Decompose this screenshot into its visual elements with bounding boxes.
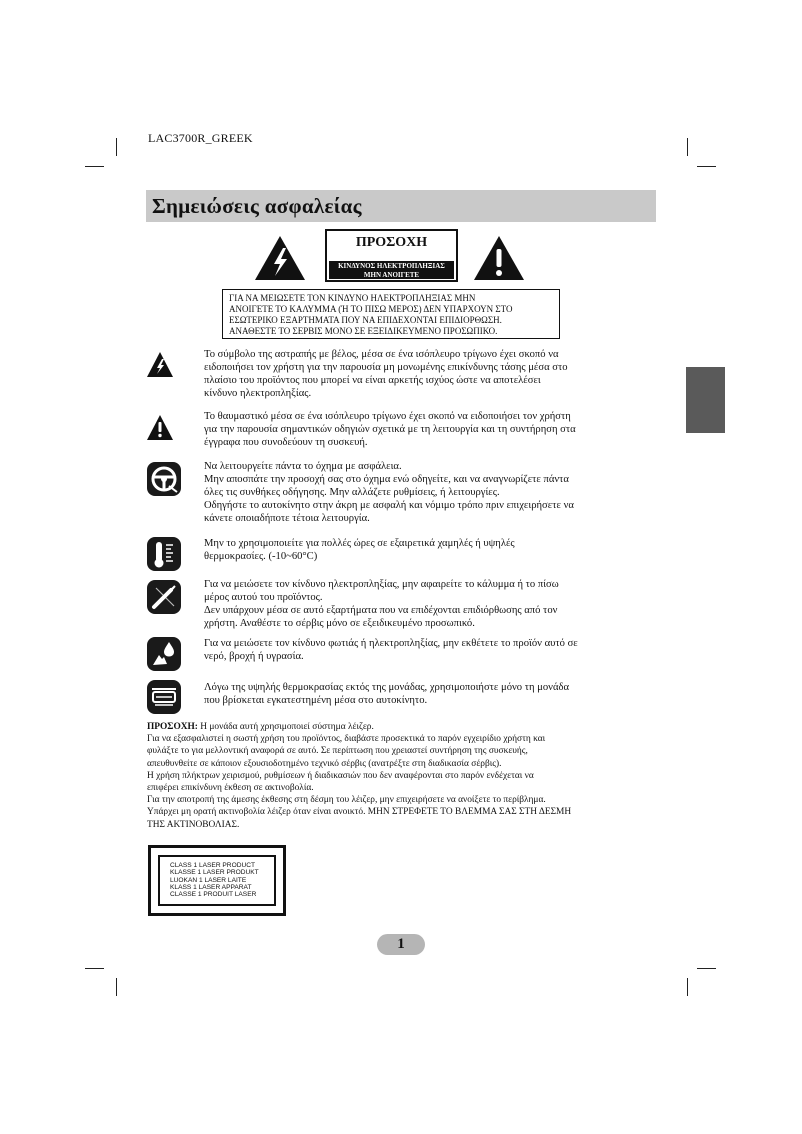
caution-first-line: Η μονάδα αυτή χρησιμοποιεί σύστημα λέιζερ. (197, 722, 374, 732)
text-line: χρήστη. Αναθέστε το σέρβις μόνο σε εξειδικευμένο προσωπικό. (204, 618, 475, 629)
item-text-exclamation (204, 410, 576, 449)
text-line: πλαίσιο του προϊόντος που μπορεί να είναι αρκετής ισχύος ώστε να αποτελέσει (204, 375, 541, 386)
page-title: Σημειώσεις ασφαλείας (152, 194, 362, 218)
item-text-installed (204, 681, 569, 707)
text-line: Για την αποτροπή της άμεσης έκθεσης στη δέσμη του λέιζερ, μην επιχειρήσετε να ανοίξετε το περίβλημα. (147, 795, 546, 806)
item-text-water (204, 637, 578, 663)
text-line: Για να μειώσετε τον κίνδυνο φωτιάς ή ηλεκτροπληξίας, μην εκθέτετε το προϊόν αυτό σε (204, 638, 578, 649)
text-line: Μην το χρησιμοποιείτε για πολλές ώρες σε εξαιρετικά χαμηλές ή υψηλές (204, 538, 515, 549)
text-line (147, 721, 571, 733)
text-line: Το σύμβολο της αστραπής με βέλος, μέσα σε ένα ισόπλευρο τρίγωνο έχει σκοπό να (204, 349, 559, 360)
crop-mark (85, 166, 104, 167)
text-line: Μην αποσπάτε την προσοχή σας στο όχημα ενώ οδηγείτε, και να αναγνωρίζετε πάντα (204, 474, 569, 485)
crop-mark (687, 978, 688, 996)
text-line: θερμοκρασίες. (-10~60°C) (204, 551, 318, 562)
text-line: Για να εξασφαλιστεί η σωστή χρήση του προϊόντος, διαβάστε προσεκτικά το παρόν εγχειρίδιο χρήστη και (147, 734, 546, 745)
laser-label-line: CLASS 1 LASER PRODUCT (170, 862, 256, 869)
crop-mark (85, 968, 104, 969)
text-line: Υπάρχει μη ορατή ακτινοβολία λέιζερ όταν είναι ανοικτό. ΜΗΝ ΣΤΡΕΦΕΤΕ ΤΟ ΒΛΕΜΜΑ ΣΑΣ ΣΤΗ ΔΕΣΜΗ (147, 807, 572, 818)
text-line: επιφέρει επικίνδυνη έκθεση σε ακτινοβολία. (147, 783, 314, 794)
warning-line: ΑΝΟΙΓΕΤΕ ΤΟ ΚΑΛΥΜΜΑ (Ή ΤΟ ΠΙΣΩ ΜΕΡΟΣ) ΔΕΝ ΥΠΑΡΧΟΥΝ ΣΤΟ (229, 304, 513, 314)
text-line: ΤΗΣ ΑΚΤΙΝΟΒΟΛΙΑΣ. (147, 819, 240, 830)
steering-wheel-icon (147, 462, 181, 496)
caution-subtitle (329, 261, 454, 279)
caution-label (325, 229, 458, 282)
crop-mark (697, 166, 716, 167)
text-line: για την παρουσία σημαντικών οδηγιών σχετικά με τη λειτουργία και τη συντήρηση στα (204, 424, 576, 435)
text-line: έγγραφα που συνοδεύουν τη συσκευή. (204, 437, 368, 448)
document-code: LAC3700R_GREEK (148, 131, 253, 145)
screwdriver-icon (147, 580, 181, 614)
lightning-triangle-icon (146, 351, 174, 379)
crop-mark (687, 138, 688, 156)
warning-line: ΕΣΩΤΕΡΙΚΟ ΕΞΑΡΤΗΜΑΤΑ ΠΟΥ ΝΑ ΕΠΙΔΕΧΟΝΤΑΙ ΕΠΙΔΙΟΡΘΩΣΗ. (229, 315, 502, 325)
crop-mark (116, 978, 117, 996)
warning-line: ΓΙΑ ΝΑ ΜΕΙΩΣΕΤΕ ΤΟΝ ΚΙΝΔΥΝΟ ΗΛΕΚΤΡΟΠΛΗΞΙΑΣ ΜΗΝ (229, 293, 476, 303)
car-unit-icon (147, 680, 181, 714)
item-text-temperature (204, 537, 515, 563)
text-line: μέρος αυτού του προϊόντος. (204, 592, 323, 603)
laser-label-inner (158, 855, 276, 906)
section-tab (686, 367, 725, 433)
exclamation-triangle-icon (146, 414, 174, 442)
water-drop-hand-icon (147, 637, 181, 671)
page-number: 1 (377, 934, 425, 955)
item-text-lightning (204, 348, 568, 400)
warning-line: ΑΝΑΘΕΣΤΕ ΤΟ ΣΕΡΒΙΣ ΜΟΝΟ ΣΕ ΕΞΕΙΔΙΚΕΥΜΕΝΟ ΠΡΟΣΩΠΙΚΟ. (229, 326, 498, 336)
text-line: Το θαυμαστικό μέσα σε ένα ισόπλευρο τρίγωνο έχει σκοπό να ειδοποιήσει τον χρήστη (204, 411, 571, 422)
crop-mark (697, 968, 716, 969)
text-line: που βρίσκεται εγκατεστημένη μέσα στο αυτοκίνητο. (204, 695, 428, 706)
caution-subtitle-line: ΜΗΝ ΑΝΟΙΓΕΤΕ (363, 270, 420, 279)
crop-mark (116, 138, 117, 156)
laser-label-line: KLASSE 1 LASER PRODUKT (170, 869, 259, 877)
item-text-driving (204, 460, 574, 525)
caution-label-inline: ΠΡΟΣΟΧΗ: (147, 722, 198, 732)
caution-title: ΠΡΟΣΟΧΗ (355, 235, 428, 250)
caution-subtitle-line: ΚΙΝΔΥΝΟΣ ΗΛΕΚΤΡΟΠΛΗΞΙΑΣ (338, 262, 445, 270)
text-line: όλες τις συνθήκες οδήγησης. Μην αλλάζετε ρυθμίσεις, ή λειτουργίες. (204, 487, 500, 498)
thermometer-icon (147, 537, 181, 571)
warning-box (222, 289, 560, 339)
text-line: απευθυνθείτε σε κάποιον εξουσιοδοτημένο τεχνικό σέρβις (ανατρέξτε στη διαδικασία σέρβις). (147, 758, 502, 769)
text-line: Να λειτουργείτε πάντα το όχημα με ασφάλεια. (204, 461, 402, 472)
laser-caution-text (147, 721, 571, 831)
text-line: ειδοποιήσει τον χρήστη για την παρουσία μη μονωμένης επικίνδυνης τάσης μέσα στο (204, 362, 568, 373)
text-line: νερό, βροχή ή υγρασία. (204, 651, 304, 662)
text-line: Η χρήση πλήκτρων χειρισμού, ρυθμίσεων ή διαδικασιών που δεν αναφέρονται στο παρόν ενδέχεται να (147, 770, 534, 781)
text-line: Δεν υπάρχουν μέσα σε αυτό εξαρτήματα που να επιδέχονται επιδιόρθωσης από τον (204, 605, 558, 616)
laser-label-line: LUOKAN 1 LASER LAITE (170, 876, 247, 884)
text-line: κίνδυνο ηλεκτροπληξίας. (204, 388, 312, 399)
text-line: Οδηγήστε το αυτοκίνητο στην άκρη με ασφαλή και νόμιμο τρόπο πριν επιχειρήσετε να (204, 500, 574, 511)
exclamation-warning-icon (472, 234, 526, 282)
text-line: Για να μειώσετε τον κίνδυνο ηλεκτροπληξίας, μην αφαιρείτε το κάλυμμα ή το πίσω (204, 579, 559, 590)
laser-product-label (148, 845, 286, 916)
text-line: Λόγω της υψηλής θερμοκρασίας εκτός της μονάδας, χρησιμοποιήστε μόνο τη μονάδα (204, 682, 570, 693)
text-line: φυλάξτε το για μελλοντική αναφορά σε αυτό. Σε περίπτωση που χρειαστεί συντήρηση της συσκευής, (147, 746, 528, 757)
text-line: κάνετε οποιαδήποτε τέτοια λειτουργία. (204, 513, 370, 524)
lightning-warning-icon (253, 234, 307, 282)
item-text-cover (204, 578, 559, 630)
laser-label-line: KLASS 1 LASER APPARAT (170, 883, 252, 891)
laser-label-line: CLASSE 1 PRODUIT LASER (170, 891, 257, 899)
